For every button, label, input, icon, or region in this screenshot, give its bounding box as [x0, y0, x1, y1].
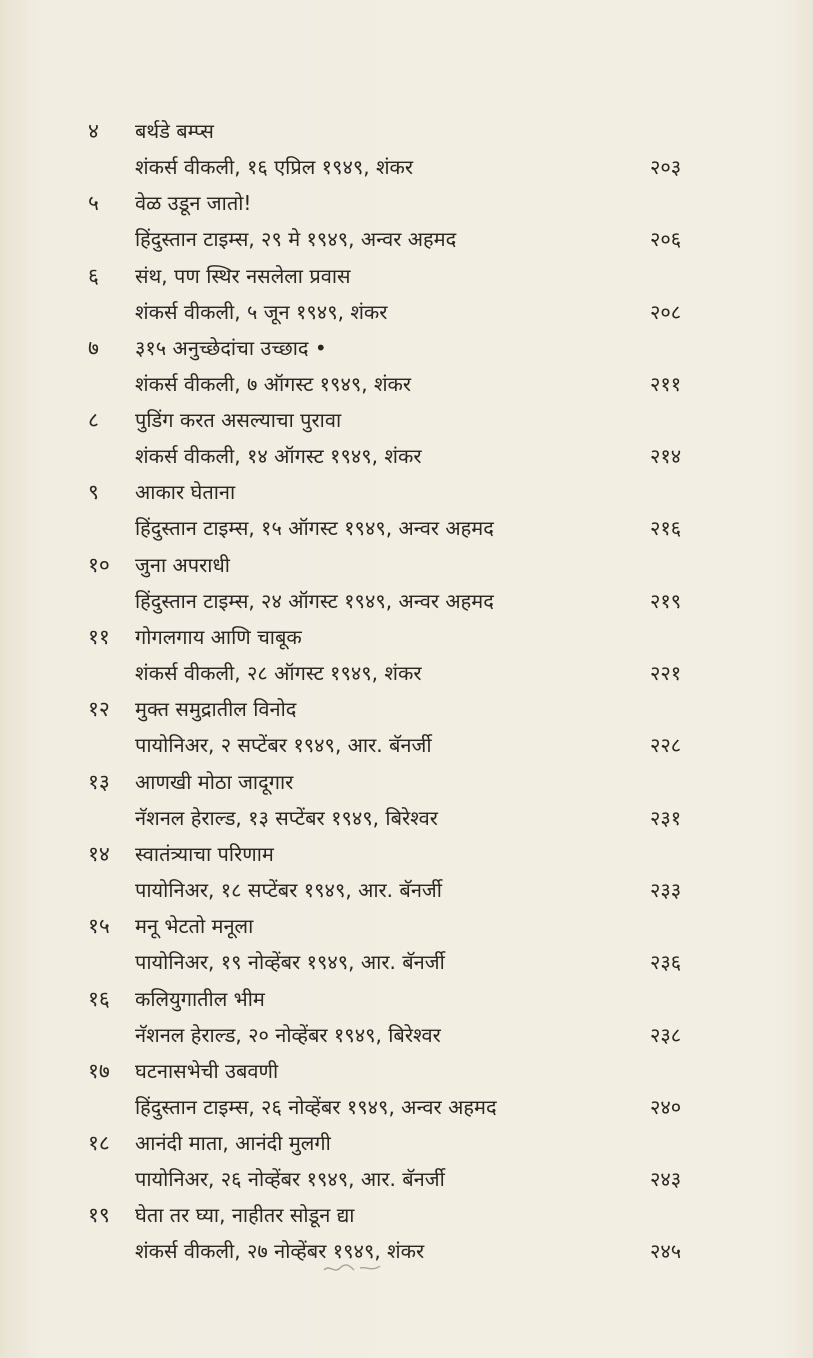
entry-number: १९ [88, 1203, 110, 1228]
entry-title: घेता तर घ्या, नाहीतर सोडून द्या [135, 1203, 355, 1228]
entry-title: बर्थडे बम्प्स [135, 119, 214, 143]
entry-number: १७ [88, 1058, 110, 1083]
toc-entry [0, 1123, 813, 1195]
entry-source: शंकर्स वीकली, १६ एप्रिल १९४९, शंकर [135, 155, 414, 179]
entry-source: हिंदुस्तान टाइम्स, १५ ऑगस्ट १९४९, अन्वर अहमद [135, 516, 494, 541]
entry-page-number: २२८ [650, 733, 682, 758]
entry-page-number: २०८ [650, 299, 682, 324]
entry-number: ६ [88, 263, 99, 288]
entry-title: कलियुगातील भीम [135, 986, 265, 1011]
entry-number: १० [88, 552, 110, 577]
toc-entry [0, 1051, 813, 1123]
entry-number: ८ [88, 408, 99, 433]
entry-page-number: २४५ [650, 1239, 682, 1264]
entry-source: शंकर्स वीकली, ५ जून १९४९, शंकर [135, 299, 388, 324]
entry-number: १४ [88, 841, 110, 866]
entry-title: आनंदी माता, आनंदी मुलगी [135, 1131, 331, 1156]
entry-title: मनू भेटतो मनूला [135, 914, 254, 939]
entry-page-number: २०३ [650, 155, 682, 179]
entry-number: १५ [88, 914, 110, 939]
entry-title: स्वातंत्र्याचा परिणाम [135, 841, 274, 866]
entry-page-number: २३८ [650, 1022, 682, 1047]
entry-page-number: २४३ [650, 1167, 682, 1192]
entry-page-number: २१६ [650, 516, 682, 541]
entry-title: ३१५ अनुच्छेदांचा उच्छाद • [135, 335, 327, 360]
entry-page-number: २२१ [650, 661, 682, 686]
entry-number: १८ [88, 1131, 110, 1156]
entry-title: संथ, पण स्थिर नसलेला प्रवास [135, 263, 351, 288]
toc-entry [0, 762, 813, 834]
entry-source: शंकर्स वीकली, २७ नोव्हेंबर १९४९, शंकर [135, 1239, 425, 1264]
toc-entry [0, 472, 813, 544]
entry-page-number: २१४ [650, 444, 682, 469]
entry-number: १६ [88, 986, 110, 1011]
entry-title: आकार घेताना [135, 480, 236, 505]
entry-number: ५ [88, 191, 99, 216]
entry-number: १२ [88, 697, 110, 722]
entry-page-number: २४० [650, 1094, 682, 1119]
entry-page-number: २३६ [650, 950, 682, 975]
toc-entry [0, 328, 813, 400]
entry-source: नॅशनल हेराल्ड, २० नोव्हेंबर १९४९, बिरेश्वर [135, 1022, 441, 1047]
entry-number: १३ [88, 769, 110, 794]
pencil-mark-icon [320, 1256, 390, 1280]
entry-title: जुना अपराधी [135, 552, 230, 577]
entry-page-number: २३३ [650, 877, 682, 902]
entry-source: शंकर्स वीकली, २८ ऑगस्ट १९४९, शंकर [135, 661, 422, 686]
entry-source: पायोनिअर, १९ नोव्हेंबर १९४९, आर. बॅनर्जी [135, 950, 445, 975]
entry-page-number: २११ [650, 371, 682, 396]
entry-source: हिंदुस्तान टाइम्स, २४ ऑगस्ट १९४९, अन्वर अहमद [135, 588, 494, 613]
entry-source: पायोनिअर, १८ सप्टेंबर १९४९, आर. बॅनर्जी [135, 877, 442, 902]
entry-source: शंकर्स वीकली, १४ ऑगस्ट १९४९, शंकर [135, 444, 422, 469]
toc-entry [0, 834, 813, 906]
entry-page-number: २०६ [650, 227, 682, 252]
toc-entry [0, 111, 813, 183]
entry-source: पायोनिअर, २ सप्टेंबर १९४९, आर. बॅनर्जी [135, 733, 432, 758]
entry-title: पुडिंग करत असल्याचा पुरावा [135, 408, 342, 433]
entry-page-number: २१९ [650, 588, 682, 613]
entry-number: ४ [88, 119, 99, 143]
toc-entry [0, 979, 813, 1051]
entry-source: हिंदुस्तान टाइम्स, २९ मे १९४९, अन्वर अहमद [135, 227, 457, 252]
table-of-contents [0, 111, 813, 1268]
toc-entry [0, 689, 813, 761]
entry-number: ९ [88, 480, 99, 505]
toc-entry [0, 256, 813, 328]
toc-entry [0, 545, 813, 617]
entry-source: पायोनिअर, २६ नोव्हेंबर १९४९, आर. बॅनर्जी [135, 1167, 445, 1192]
toc-entry [0, 400, 813, 472]
toc-entry [0, 1195, 813, 1267]
entry-title: गोगलगाय आणि चाबूक [135, 625, 302, 650]
entry-page-number: २३१ [650, 805, 682, 830]
toc-entry [0, 183, 813, 255]
entry-title: घटनासभेची उबवणी [135, 1058, 279, 1083]
entry-title: मुक्त समुद्रातील विनोद [135, 697, 297, 722]
entry-source: हिंदुस्तान टाइम्स, २६ नोव्हेंबर १९४९, अन्वर अहमद [135, 1094, 497, 1119]
toc-entry [0, 617, 813, 689]
entry-title: आणखी मोठा जादूगार [135, 769, 294, 794]
entry-number: ७ [88, 335, 99, 360]
entry-source: नॅशनल हेराल्ड, १३ सप्टेंबर १९४९, बिरेश्वर [135, 805, 438, 830]
entry-title: वेळ उडून जातो! [135, 191, 252, 216]
toc-entry [0, 906, 813, 978]
entry-source: शंकर्स वीकली, ७ ऑगस्ट १९४९, शंकर [135, 371, 412, 396]
entry-number: ११ [88, 625, 110, 650]
